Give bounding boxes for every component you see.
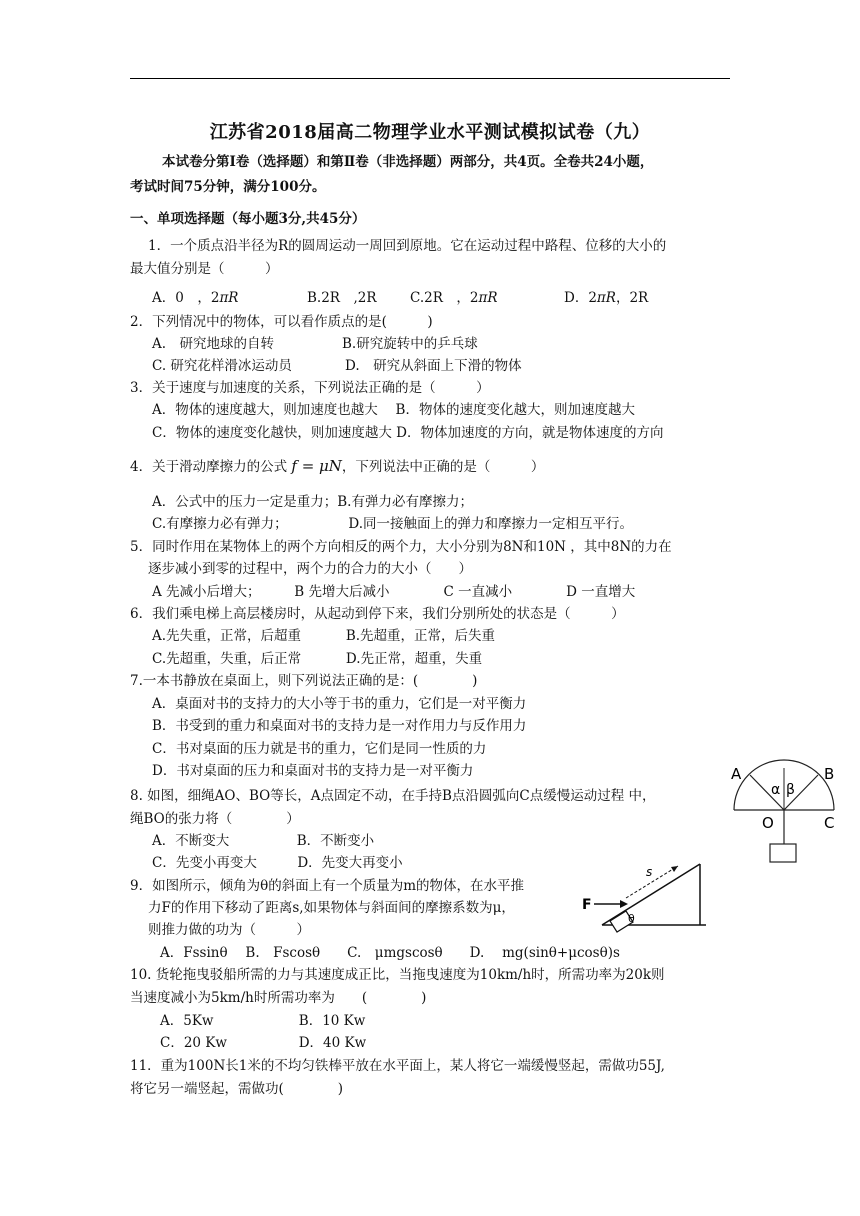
q1-option-b: B.2R ,2R: [307, 290, 377, 306]
q9-stem-3: 则推力做的功为（ ）: [148, 922, 310, 938]
q2-option-a: A. 研究地球的自转: [152, 336, 275, 352]
q9-dist-arrowhead: [671, 866, 678, 872]
q9-stem-1: 9．如图所示，倾角为θ的斜面上有一个质量为m的物体，在水平推: [130, 878, 525, 894]
q8-label-o: O: [762, 814, 774, 832]
q9-label-theta: θ: [628, 912, 635, 925]
q9-stem-2: 力F的作用下移动了距离s,如果物体与斜面间的摩擦系数为μ，: [148, 900, 515, 916]
q10-options-ab: A．5Kw B．10 Kw: [160, 1013, 366, 1029]
q4-options-cd: C.有摩擦力必有弹力； D.同一接触面上的弹力和摩擦力一定相互平行。: [152, 516, 634, 532]
q1-stem-2: 最大值分别是（ ）: [130, 261, 279, 277]
q3-options-ab: A．物体的速度越大，则加速度也越大 B．物体的速度变化越大，则加速度越大: [152, 402, 635, 418]
intro-line-1: 本试卷分第Ⅰ卷（选择题）和第Ⅱ卷（非选择题）两部分，共4页。全卷共24小题，: [162, 154, 654, 170]
q8-weight-box: [770, 844, 796, 862]
q10-stem-2: 当速度减小为5km/h时所需功率为 ( ): [130, 990, 427, 1006]
q7-option-d: D．书对桌面的压力和桌面对书的支持力是一对平衡力: [152, 763, 474, 779]
q1-stem-1: 1．一个质点沿半径为R的圆周运动一周回到原地。它在运动过程中路程、位移的大小的: [148, 238, 667, 254]
q5-stem-1: 5．同时作用在某物体上的两个方向相反的两个力，大小分别为8N和10N ，其中8N的力在: [130, 539, 672, 555]
q2-stem: 2．下列情况中的物体，可以看作质点的是( ): [130, 314, 433, 330]
q6-stem: 6．我们乘电梯上高层楼房时，从起动到停下来，我们分别所处的状态是（ ）: [130, 606, 625, 622]
header-rule: [130, 78, 730, 79]
q8-stem-1: 8. 如图，细绳AO、BO等长，A点固定不动，在手持B点沿圆弧向C点缓慢运动过程 中，: [130, 788, 656, 804]
q2-option-d: D. 研究从斜面上下滑的物体: [345, 358, 522, 374]
q8-label-b: B: [824, 765, 835, 783]
q7-option-c: C．书对桌面的压力就是书的重力，它们是同一性质的力: [152, 741, 487, 757]
q7-option-a: A．桌面对书的支持力的大小等于书的重力，它们是一对平衡力: [152, 696, 527, 712]
q8-figure: [728, 762, 840, 870]
section-heading: 一、单项选择题（每小题3分,共45分）: [130, 211, 366, 227]
q10-options-cd: C．20 Kw D．40 Kw: [160, 1035, 367, 1051]
q10-stem-1: 10. 货轮拖曳驳船所需的力与其速度成正比，当拖曳速度为10km/h时，所需功率为20k则: [130, 967, 665, 983]
q1-option-a: A．0 ，2πR: [152, 290, 239, 306]
q6-options-ab: A.先失重，正常，后超重 B.先超重，正常，后失重: [152, 628, 496, 644]
q3-options-cd: C．物体的速度变化越快，则加速度越大 D．物体加速度的方向，就是物体速度的方向: [152, 425, 664, 441]
q1-option-d: D．2πR，2R: [564, 290, 649, 306]
page-title: 江苏省2018届高二物理学业水平测试模拟试卷（九）: [209, 122, 651, 143]
q9-label-s: s: [646, 865, 653, 879]
q5-stem-2: 逐步减小到零的过程中，两个力的合力的大小（ ）: [148, 561, 472, 577]
q2-option-b: B.研究旋转中的乒乓球: [342, 336, 478, 352]
q4-stem: 4．关于滑动摩擦力的公式 f = μN，下列说法中正确的是（ ）: [130, 457, 545, 475]
q8-label-c: C: [824, 814, 835, 832]
intro-line-2: 考试时间75分钟，满分100分。: [130, 179, 326, 195]
q3-stem: 3．关于速度与加速度的关系，下列说法正确的是（ ）: [130, 380, 490, 396]
q8-options-ab: A．不断变大 B．不断变小: [152, 833, 375, 849]
q11-stem-2: 将它另一端竖起，需做功( ): [130, 1081, 344, 1097]
q5-options: A 先减小后增大； B 先增大后减小 C 一直减小 D 一直增大: [152, 584, 636, 600]
q8-label-beta: β: [786, 782, 795, 798]
q6-options-cd: C.先超重，失重，后正常 D.先正常，超重，失重: [152, 651, 483, 667]
q2-option-c: C. 研究花样滑冰运动员: [152, 358, 292, 374]
q8-label-a: A: [731, 765, 742, 783]
q9-force-arrowhead: [620, 900, 628, 908]
q9-options: A．Fssinθ B. Fscosθ C. μmgscosθ D. mg(sinθ+μcosθ)s: [160, 945, 620, 961]
q7-option-b: B．书受到的重力和桌面对书的支持力是一对作用力与反作用力: [152, 718, 527, 734]
q4-options-ab: A．公式中的压力一定是重力；B.有弹力必有摩擦力；: [152, 494, 473, 510]
q9-label-f: F: [582, 897, 592, 913]
q8-label-alpha: α: [771, 782, 781, 798]
q8-stem-2: 绳BO的张力将（ ）: [130, 811, 300, 827]
q7-stem: 7.一本书静放在桌面上，则下列说法正确的是：( ): [130, 673, 478, 689]
q11-stem-1: 11．重为100N长1米的不均匀铁棒平放在水平面上，某人将它一端缓慢竖起，需做功55J,: [130, 1058, 665, 1074]
q1-option-c: C.2R ，2πR: [410, 290, 498, 306]
q8-options-cd: C．先变小再变大 D．先变大再变小: [152, 855, 403, 871]
q9-figure: [582, 852, 712, 932]
